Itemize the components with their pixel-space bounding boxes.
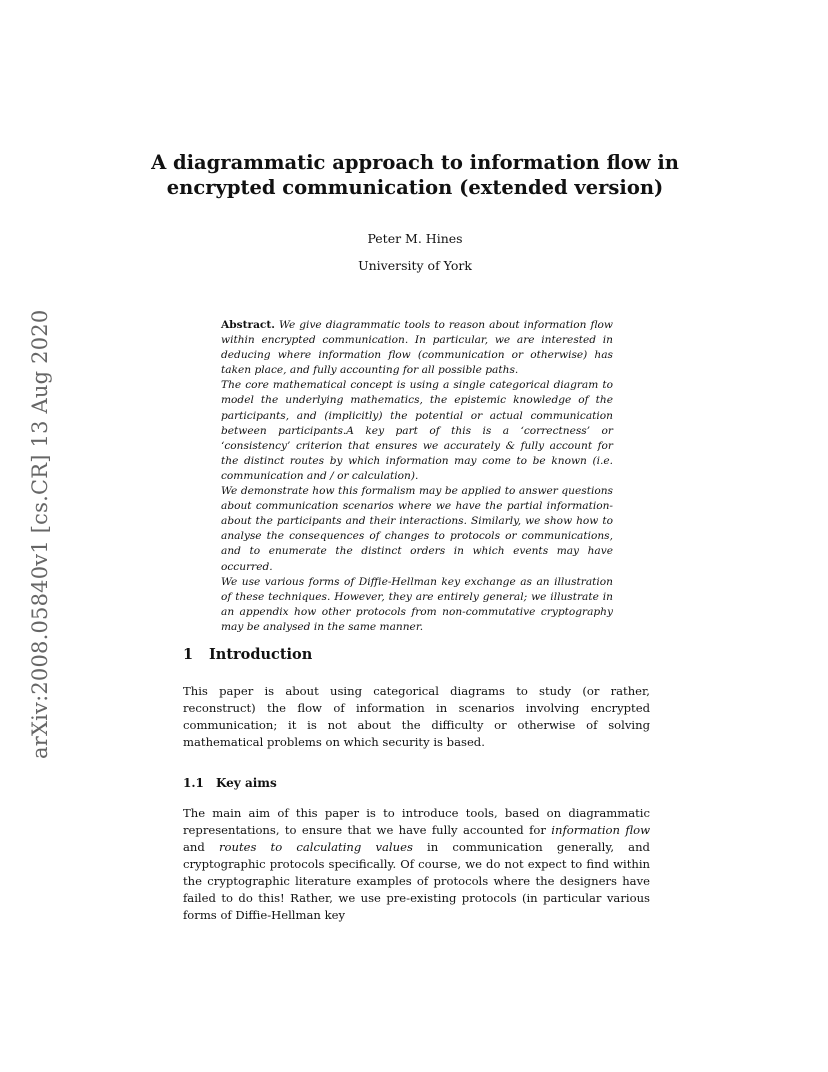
key-aims-text-c: in communication generally, and cryptographic protocols specifically. Of course, we do not expect to find within the cryptographic literature examples of protocols where the designers have failed to do this! Rather, we use pre-existing protocols (in particular various forms of Diffie-Hellman key [183,840,650,922]
section-title: Introduction [209,646,313,663]
abstract [221,318,613,635]
abstract-paragraph-2: The core mathematical concept is using a single categorical diagram to model the underlying mathematics, the epistemic knowledge of the participants, and (implicitly) the potential or actual communication between participants.A key part of this is a ‘correctness’ or ‘consistency’ criterion that ensures we accurately & fully account for the distinct routes by which information may come to be known (i.e. communication and / or calculation). [221,379,613,482]
abstract-paragraph-1 [221,318,613,378]
abstract-paragraph-3: We demonstrate how this formalism may be applied to answer questions about communication scenarios where we have the partial information-about the participants and their interactions. Similarly, we show how to analyse the consequences of changes to protocols or communications, and to enumerate the distinct orders in which events may have occurred. [221,485,613,573]
section-heading-introduction [183,646,312,663]
author-name: Peter M. Hines [367,231,463,246]
subsection-title: Key aims [216,776,277,790]
introduction-paragraph: This paper is about using categorical diagrams to study (or rather, reconstruct) the flow of information in scenarios involving encrypted communication; it is not about the difficulty or otherwise of solving mathematical problems on which security is based. [183,684,650,749]
abstract-paragraph-4: We use various forms of Diffie-Hellman key exchange as an illustration of these techniques. However, they are entirely general; we illustrate in an appendix how other protocols from non-commutative cryptography may be analysed in the same manner. [221,575,613,633]
author-affiliation: University of York [358,258,472,273]
arxiv-sidebar [20,283,56,759]
abstract-label: Abstract. [221,319,275,331]
paper-title [150,150,680,200]
subsection-heading-key-aims [183,776,277,790]
section-number: 1 [183,646,194,663]
abstract-text-1: We give diagrammatic tools to reason about information flow within encrypted communication. In particular, we are interested in deducing where information flow (communication or otherwise) has taken place, and fully accounting for all possible paths. [221,319,613,377]
arxiv-identifier: arXiv:2008.05840v1 [cs.CR] 13 Aug 2020 [28,309,52,759]
title-line-1: A diagrammatic approach to information flow in [151,151,679,174]
title-line-2: encrypted communication (extended version) [166,176,664,199]
key-aims-text-a: The main aim of this paper is to introduce tools, based on diagrammatic representations, to ensure that we have fully accounted for [183,806,650,837]
subsection-number: 1.1 [183,776,204,790]
emphasis-routes: routes to calculating values [218,840,413,854]
emphasis-information-flow: information flow [551,823,651,837]
key-aims-text-b: and [183,840,219,854]
key-aims-paragraph [183,805,650,924]
